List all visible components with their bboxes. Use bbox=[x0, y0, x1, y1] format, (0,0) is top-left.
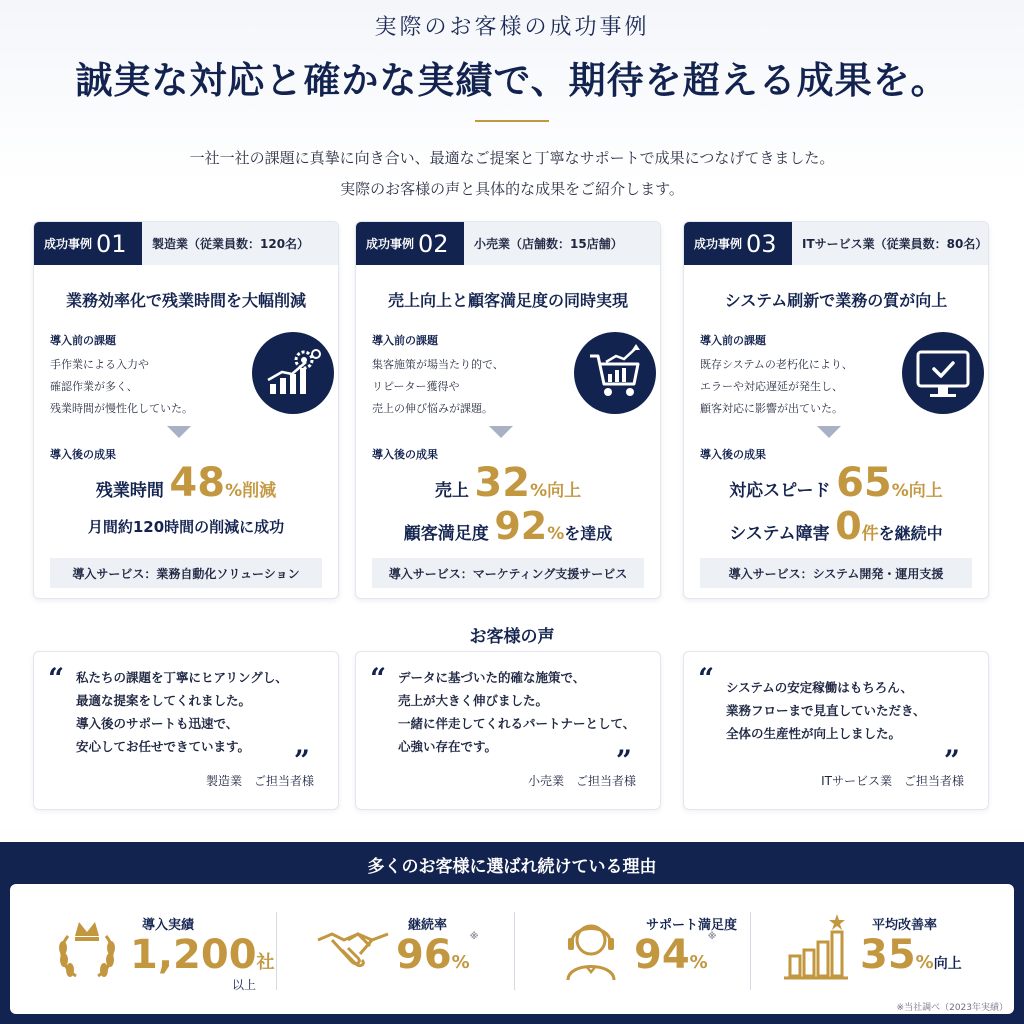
service-label: 導入サービス：システム開発・運用支援 bbox=[700, 558, 972, 588]
reasons-title: 多くのお客様に選ばれ続けている理由 bbox=[367, 857, 657, 877]
open-quote-icon: “ bbox=[698, 662, 715, 695]
result-1 bbox=[34, 460, 338, 506]
before-label: 導入前の課題 bbox=[372, 334, 438, 347]
support-headset-icon bbox=[550, 906, 632, 988]
result-value: 92 bbox=[494, 504, 548, 548]
result-suffix: %向上 bbox=[891, 481, 943, 501]
laurel-crown-icon bbox=[46, 906, 128, 988]
case-tag-label: 成功事例 bbox=[366, 237, 415, 251]
result-suffix-2: を達成 bbox=[564, 524, 613, 543]
before-line: リピーター獲得や bbox=[372, 380, 460, 393]
before-line: 手作業による入力や bbox=[50, 358, 149, 371]
case-title: システム刷新で業務の質が向上 bbox=[724, 291, 948, 310]
voice-from: 製造業 ご担当者様 bbox=[205, 774, 314, 788]
shopping-cart-growth-icon bbox=[574, 332, 656, 414]
stat-number: 35 bbox=[860, 932, 916, 978]
case-tag-number: 01 bbox=[96, 229, 127, 258]
result-suffix: %向上 bbox=[530, 481, 582, 501]
voice-line: データに基づいた的確な施策で、 bbox=[398, 670, 586, 685]
close-quote-icon: ” bbox=[615, 744, 632, 777]
voice-line: 私たちの課題を丁寧にヒアリングし、 bbox=[76, 670, 288, 685]
voice-line: システムの安定稼働はもちろん、 bbox=[726, 680, 914, 695]
case-industry: ITサービス業（従業員数：80名） bbox=[802, 237, 988, 251]
case-tag-label: 成功事例 bbox=[44, 237, 93, 251]
voice-line: 最適な提案をしてくれました。 bbox=[76, 693, 252, 708]
result-value: 32 bbox=[474, 460, 531, 506]
result-suffix: 件 bbox=[861, 524, 879, 544]
stat-value bbox=[634, 932, 716, 978]
case-tag bbox=[356, 222, 464, 265]
stat-number: 1,200 bbox=[130, 932, 257, 978]
case-tag-number: 02 bbox=[418, 229, 449, 258]
stat-divider bbox=[514, 912, 515, 990]
voice-card-3 bbox=[683, 651, 989, 810]
open-quote-icon: “ bbox=[48, 662, 65, 695]
result-suffix: % bbox=[547, 524, 565, 544]
stat-value bbox=[860, 932, 962, 978]
monitor-check-icon bbox=[902, 332, 984, 414]
voice-card-2 bbox=[355, 651, 661, 810]
stat-unit: 社 bbox=[256, 952, 275, 973]
stat-support bbox=[534, 884, 770, 1014]
service-label: 導入サービス：業務自動化ソリューション bbox=[50, 558, 322, 588]
result-label: 売上 bbox=[434, 481, 469, 501]
voices-title: お客様の声 bbox=[469, 627, 555, 647]
result-label: 残業時間 bbox=[95, 481, 164, 501]
result-1 bbox=[684, 460, 988, 506]
close-quote-icon: ” bbox=[943, 744, 960, 777]
voice-card-1 bbox=[33, 651, 339, 810]
case-title: 売上向上と顧客満足度の同時実現 bbox=[387, 291, 628, 310]
handshake-icon bbox=[312, 906, 394, 988]
stat-mark: ※ bbox=[469, 932, 479, 942]
before-text bbox=[372, 354, 562, 420]
down-arrow-icon bbox=[817, 426, 841, 438]
close-quote-icon: ” bbox=[293, 744, 310, 777]
stat-number: 94 bbox=[634, 932, 690, 978]
stat-implementations bbox=[30, 884, 275, 1014]
result-value: 0 bbox=[835, 504, 862, 548]
after-label: 導入後の成果 bbox=[372, 448, 438, 461]
result-label: 顧客満足度 bbox=[403, 524, 489, 544]
voice-from: 小売業 ご担当者様 bbox=[527, 774, 636, 788]
result-label: システム障害 bbox=[729, 524, 830, 544]
gear-chart-icon bbox=[252, 332, 334, 414]
lead-text-2: 実際のお客様の声と具体的な成果をご紹介します。 bbox=[340, 180, 684, 198]
stat-label: 継続率 bbox=[408, 918, 448, 933]
stat-value bbox=[130, 932, 275, 978]
down-arrow-icon bbox=[489, 426, 513, 438]
voice-text bbox=[726, 676, 982, 745]
stat-divider bbox=[750, 912, 751, 990]
after-label: 導入後の成果 bbox=[50, 448, 116, 461]
voice-from: ITサービス業 ご担当者様 bbox=[821, 774, 964, 788]
lead-text-1: 一社一社の課題に真摯に向き合い、最適なご提案と丁寧なサポートで成果につなげてきました。 bbox=[189, 149, 835, 167]
result-1 bbox=[356, 460, 660, 506]
case-card-01 bbox=[33, 221, 339, 599]
before-line: 残業時間が慢性化していた。 bbox=[50, 402, 193, 415]
stat-retention bbox=[296, 884, 532, 1014]
before-line: 顧客対応に影響が出ていた。 bbox=[700, 402, 843, 415]
stat-label: 導入実績 bbox=[142, 918, 195, 933]
stat-sub: 以上 bbox=[232, 978, 257, 992]
bar-chart-star-icon bbox=[776, 906, 858, 988]
open-quote-icon: “ bbox=[370, 662, 387, 695]
result-2 bbox=[684, 504, 988, 548]
stat-number: 96 bbox=[396, 932, 452, 978]
case-tag-label: 成功事例 bbox=[694, 237, 743, 251]
before-text bbox=[50, 354, 240, 420]
voice-line: 一緒に伴走してくれるパートナーとして、 bbox=[398, 716, 636, 731]
stat-unit: % bbox=[689, 952, 708, 973]
section-eyebrow: 実際のお客様の成功事例 bbox=[374, 15, 650, 40]
before-label: 導入前の課題 bbox=[50, 334, 116, 347]
stat-value bbox=[396, 932, 478, 978]
case-tag bbox=[684, 222, 792, 265]
after-label: 導入後の成果 bbox=[700, 448, 766, 461]
voice-line: 売上が大きく伸びました。 bbox=[398, 693, 549, 708]
result-value: 48 bbox=[169, 460, 226, 506]
result-label: 対応スピード bbox=[729, 481, 831, 501]
before-line: 集客施策が場当たり的で、 bbox=[372, 358, 504, 371]
before-label: 導入前の課題 bbox=[700, 334, 766, 347]
before-text bbox=[700, 354, 890, 420]
case-title: 業務効率化で残業時間を大幅削減 bbox=[65, 291, 306, 310]
result-suffix: %削減 bbox=[225, 481, 277, 501]
stat-mark: ※ bbox=[707, 932, 717, 942]
voice-line: 導入後のサポートも迅速で、 bbox=[76, 716, 239, 731]
voice-line: 安心してお任せできています。 bbox=[76, 739, 251, 754]
gold-divider bbox=[475, 120, 549, 122]
down-arrow-icon bbox=[167, 426, 191, 438]
case-card-03 bbox=[683, 221, 989, 599]
footnote: ※当社調べ（2023年実績） bbox=[896, 1003, 1008, 1013]
before-line: エラーや対応遅延が発生し、 bbox=[700, 380, 843, 393]
voice-line: 業務フローまで見直していただき、 bbox=[726, 703, 926, 718]
before-line: 売上の伸び悩みが課題。 bbox=[372, 402, 493, 415]
before-line: 既存システムの老朽化により、 bbox=[700, 358, 853, 371]
case-industry: 小売業（店舗数：15店舗） bbox=[474, 237, 623, 251]
voice-line: 全体の生産性が向上しました。 bbox=[726, 726, 902, 741]
voice-line: 心強い存在です。 bbox=[398, 739, 498, 754]
stat-improvement bbox=[760, 884, 996, 1014]
stat-label: サポート満足度 bbox=[646, 918, 738, 933]
stat-divider bbox=[276, 912, 277, 990]
result-2 bbox=[356, 504, 660, 548]
stat-unit-2: 向上 bbox=[933, 956, 962, 972]
case-industry: 製造業（従業員数：120名） bbox=[152, 237, 310, 251]
stat-unit: % bbox=[451, 952, 470, 973]
stat-unit: % bbox=[915, 952, 934, 973]
result-suffix-2: を継続中 bbox=[878, 524, 943, 543]
result-value: 65 bbox=[836, 460, 892, 506]
service-label: 導入サービス：マーケティング支援サービス bbox=[372, 558, 644, 588]
page-headline: 誠実な対応と確かな実績で、期待を超える成果を。 bbox=[75, 58, 949, 102]
stat-label: 平均改善率 bbox=[872, 918, 938, 933]
case-card-02 bbox=[355, 221, 661, 599]
case-tag bbox=[34, 222, 142, 265]
result-note: 月間約120時間の削減に成功 bbox=[87, 518, 285, 536]
case-tag-number: 03 bbox=[746, 229, 777, 258]
before-line: 確認作業が多く、 bbox=[50, 380, 138, 393]
